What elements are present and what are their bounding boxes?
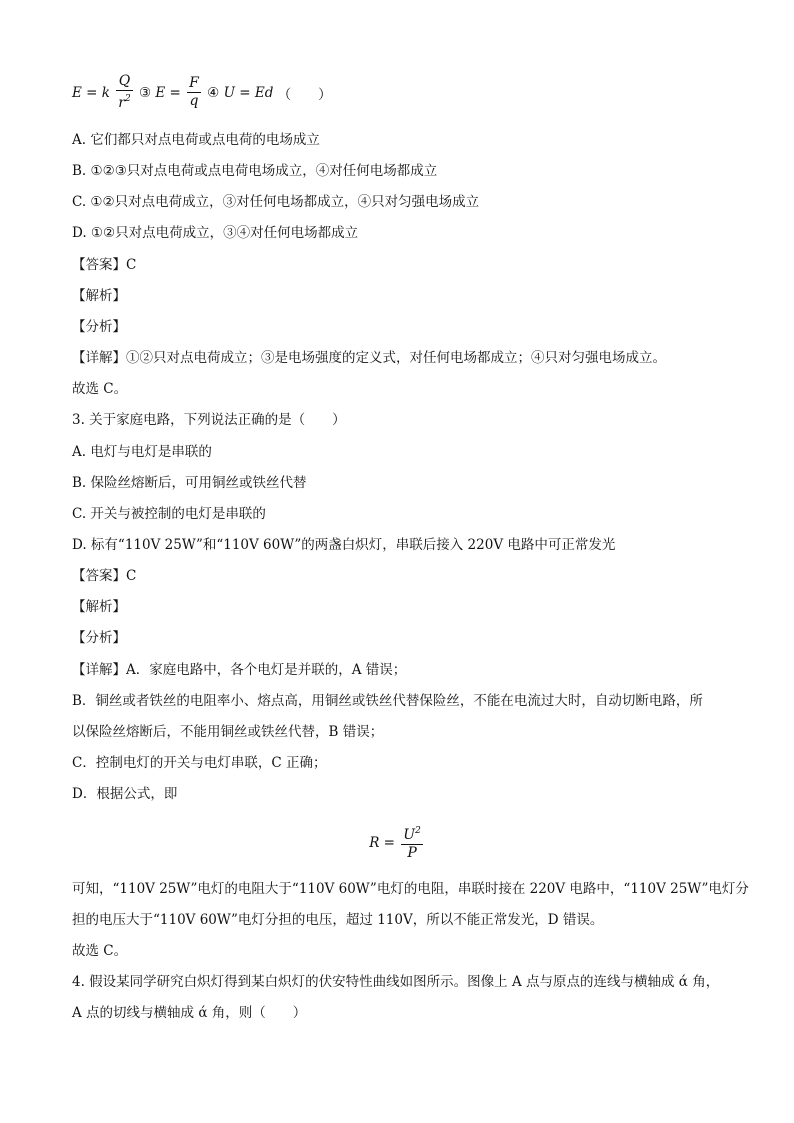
q2-answer: 【答案】C xyxy=(72,257,137,273)
formula-2-numerator: F xyxy=(189,75,199,91)
q3-after-line: 可知，“110V 25W”电灯的电阻大于“110V 60W”电灯的电阻，串联时接在 220V 电路中，“110V 25W”电灯分 xyxy=(72,881,749,897)
q3-conclusion: 故选 C。 xyxy=(72,943,128,959)
resistance-formula-denominator: P xyxy=(407,845,417,861)
q3-detail-line: 【详解】A．家庭电路中，各个电灯是并联的，A 错误； xyxy=(72,662,407,678)
q3-option-c: C. 开关与被控制的电灯是串联的 xyxy=(72,506,266,522)
q4-stem-line: A 点的切线与横轴成 ά 角，则（ ） xyxy=(72,1005,307,1021)
q3-analysis-heading: 【解析】 xyxy=(72,599,126,615)
q2-option-b: B. ①②③只对点电荷或点电荷电场成立，④对任何电场都成立 xyxy=(72,163,438,179)
q2-fenxi-heading: 【分析】 xyxy=(72,319,126,335)
q3-option-d: D. 标有“110V 25W”和“110V 60W”的两盏白炽灯，串联后接入 220V 电路中可正常发光 xyxy=(72,537,616,553)
q3-answer: 【答案】C xyxy=(72,568,137,584)
resistance-formula-lhs: R = xyxy=(369,834,395,851)
q3-detail-line: B．铜丝或者铁丝的电阻率小、熔点高，用铜丝或铁丝代替保险丝，不能在电流过大时，自动切断电路，所 xyxy=(72,693,703,709)
q2-detail: 【详解】①②只对点电荷成立；③是电场强度的定义式，对任何电场都成立；④只对匀强电场成立。 xyxy=(72,350,666,366)
q3-detail-line: C．控制电灯的开关与电灯串联，C 正确； xyxy=(72,755,327,771)
q3-option-b: B. 保险丝熔断后，可用铜丝或铁丝代替 xyxy=(72,475,307,491)
formula-2-marker: ③ xyxy=(138,84,152,101)
q2-conclusion: 故选 C。 xyxy=(72,381,128,397)
formula-1-denominator: $r^2$ xyxy=(118,94,131,111)
q3-fenxi-heading: 【分析】 xyxy=(72,630,126,646)
formula-1-numerator: Q xyxy=(116,73,132,91)
formula-2-fraction xyxy=(187,75,201,110)
q2-analysis-heading: 【解析】 xyxy=(72,288,126,304)
formula-1-fraction xyxy=(116,73,132,112)
answer-blank: （ ） xyxy=(277,86,332,103)
formula-3-text: U = Ed xyxy=(223,84,274,101)
q3-stem: 3. 关于家庭电路，下列说法正确的是（ ） xyxy=(72,412,346,428)
formula-3-marker: ④ xyxy=(207,84,220,101)
q2-option-d: D. ①②只对点电荷成立，③④对任何电场都成立 xyxy=(72,225,359,241)
formula-2-denominator: q xyxy=(189,93,199,109)
q3-resistance-formula xyxy=(0,822,794,862)
q2-formula-line xyxy=(72,73,332,113)
q2-option-c: C. ①②只对点电荷成立，③对任何电场都成立，④只对匀强电场成立 xyxy=(72,194,480,210)
q3-option-a: A. 电灯与电灯是串联的 xyxy=(72,444,212,460)
q4-stem-line: 4. 假设某同学研究白炽灯得到某白炽灯的伏安特性曲线如图所示。图像上 A 点与原点的连线与横轴成 ά 角， xyxy=(72,974,720,990)
formula-2-lhs: E = xyxy=(155,84,181,101)
resistance-formula-numerator: $U^2$ xyxy=(401,823,423,845)
q3-after-line: 担的电压大于“110V 60W”电灯分担的电压，超过 110V，所以不能正常发光，D 错误。 xyxy=(72,912,604,928)
q2-option-a: A. 它们都只对点电荷或点电荷的电场成立 xyxy=(72,132,320,148)
formula-1-lhs: E = k xyxy=(72,84,110,101)
q3-detail-line: D．根据公式，即 xyxy=(72,786,178,802)
resistance-formula-fraction xyxy=(401,823,423,862)
q3-detail-line: 以保险丝熔断后，不能用铜丝或铁丝代替，B 错误； xyxy=(72,724,384,740)
